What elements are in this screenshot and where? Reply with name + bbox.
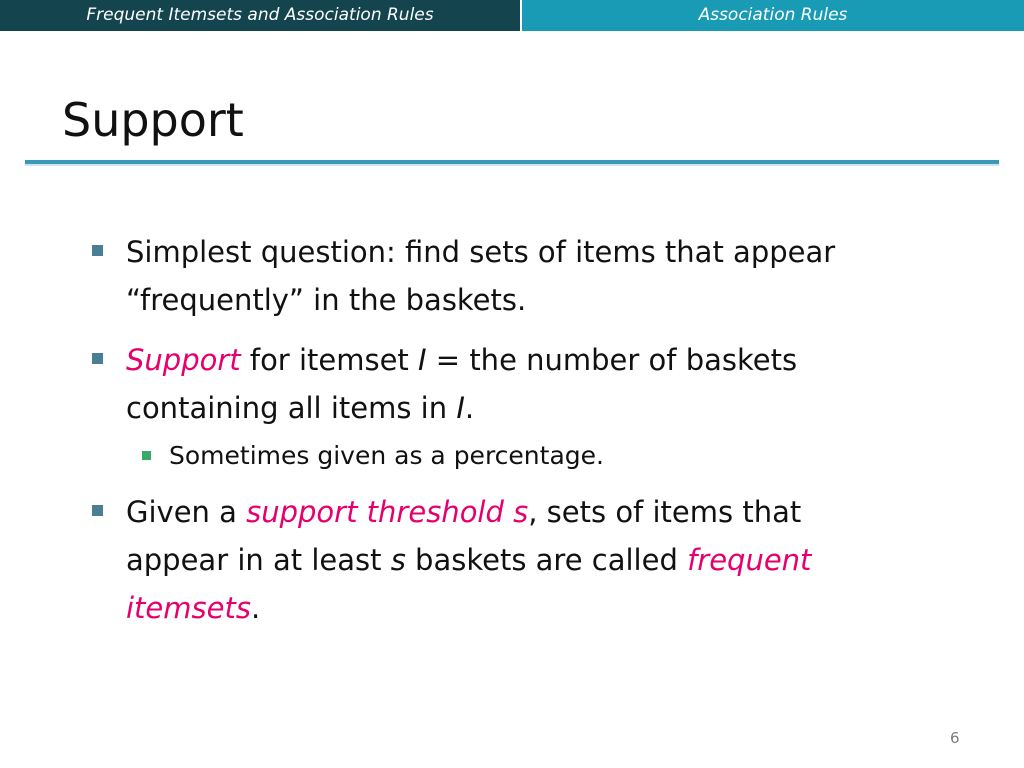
var-I: I — [418, 343, 427, 377]
header-section-right: Association Rules — [522, 0, 1024, 31]
bullet-list — [90, 228, 910, 644]
header-section-left: Frequent Itemsets and Association Rules — [0, 0, 520, 31]
bullet-text: Given a — [126, 495, 247, 529]
bullet-item-3 — [90, 488, 910, 632]
square-bullet-icon — [92, 505, 103, 516]
sub-bullet-text: Sometimes given as a percentage. — [169, 441, 604, 470]
sub-bullet-item — [138, 436, 910, 476]
bullet-item-2 — [90, 336, 910, 476]
bullet-text: . — [464, 391, 475, 425]
bullet-text: Simplest question: find sets of items that appear “frequently” in the baskets. — [126, 235, 836, 317]
square-bullet-icon — [92, 245, 103, 256]
var-s: s — [390, 543, 406, 577]
var-I: I — [456, 391, 465, 425]
term-support: Support — [126, 343, 241, 377]
bullet-text: = the number of baskets containing all items in — [126, 343, 798, 425]
title-divider — [25, 160, 999, 164]
term-frequent-itemsets: frequent itemsets — [126, 543, 812, 625]
bullet-text: . — [250, 591, 261, 625]
header-bar — [0, 0, 1024, 31]
term-support-threshold: support threshold s — [246, 495, 529, 529]
bullet-item-1 — [90, 228, 910, 324]
bullet-text: , sets of items that appear in at least — [126, 495, 802, 577]
square-bullet-icon — [142, 451, 151, 460]
slide-title: Support — [62, 93, 244, 147]
sub-bullet-list — [126, 436, 910, 476]
bullet-text: baskets are called — [405, 543, 688, 577]
page-number: 6 — [950, 729, 960, 747]
bullet-text: for itemset — [240, 343, 419, 377]
square-bullet-icon — [92, 353, 103, 364]
